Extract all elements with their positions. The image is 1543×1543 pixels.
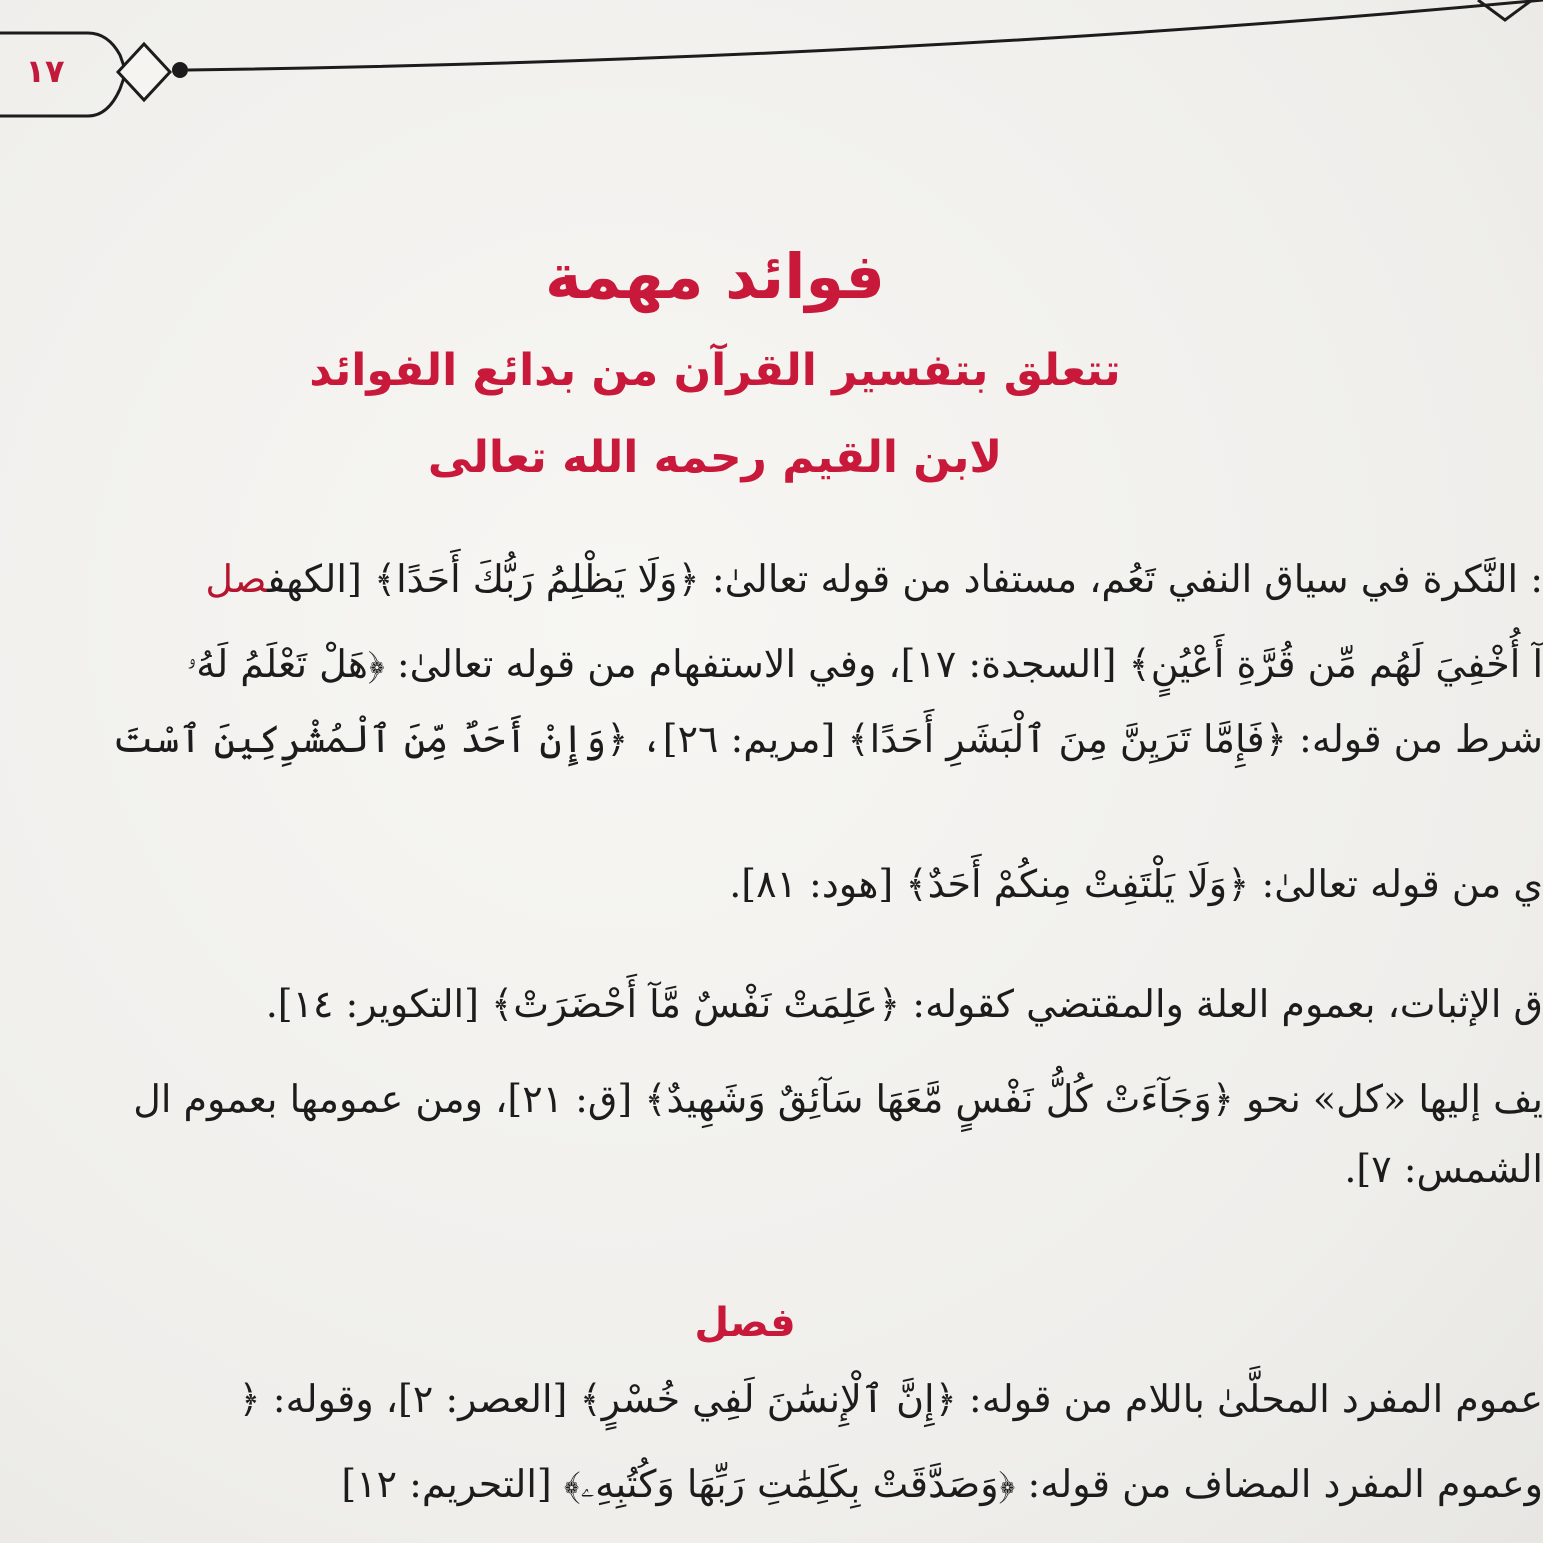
paragraph-line: يف إليها «كل» نحو ﴿وَجَآءَتْ كُلُّ نَفْسٍ مَّعَهَا سَآئِقٌ وَشَهِيدٌ﴾ [ق: ٢١]، ومن عمومها بعموم ال [133, 1077, 1543, 1121]
paragraph-line: الشمس: ٧]. [1344, 1147, 1543, 1191]
line-lead-word: صل [205, 557, 268, 601]
page-number: ١٧ [25, 52, 65, 90]
paragraph-line: شرط من قوله: ﴿فَإِمَّا تَرَيِنَّ مِنَ ٱلْبَشَرِ أَحَدًا﴾ [مريم: ٢٦]، ﴿وَإِنْ أَحَدٌ مِّنَ ٱلْمُشْرِكِينَ ٱسْتَ [112, 717, 1543, 761]
paragraph-line: وعموم المفرد المضاف من قوله: ﴿وَصَدَّقَتْ بِكَلِمَٰتِ رَبِّهَا وَكُتُبِهِۦ﴾ [التحريم: ١٢] [341, 1462, 1543, 1506]
paragraph-line [205, 557, 1543, 601]
author-line: لابن القيم رحمه الله تعالى [427, 432, 1003, 483]
paragraph-line: عموم المفرد المحلَّىٰ باللام من قوله: ﴿إِنَّ ٱلْإِنسَٰنَ لَفِي خُسْرٍ﴾ [العصر: ٢]، وقوله: ﴿ [238, 1377, 1543, 1421]
subtitle: تتعلق بتفسير القرآن من بدائع الفوائد [309, 345, 1121, 396]
section-heading: فصل [694, 1300, 796, 1346]
page-header-ornament [0, 0, 1543, 130]
paragraph-line: ي من قوله تعالىٰ: ﴿وَلَا يَلْتَفِتْ مِنكُمْ أَحَدٌ﴾ [هود: ٨١]. [729, 862, 1543, 906]
main-title: فوائد مهمة [545, 240, 885, 313]
paragraph-line: ق الإثبات، بعموم العلة والمقتضي كقوله: ﴿عَلِمَتْ نَفْسٌ مَّآ أَحْضَرَتْ﴾ [التكوير: ١٤]. [265, 982, 1543, 1026]
paragraph-line: آ أُخْفِيَ لَهُم مِّن قُرَّةِ أَعْيُنٍ﴾ [السجدة: ١٧]، وفي الاستفهام من قوله تعالىٰ: ﴿هَلْ تَعْلَمُ لَهُۥ [186, 642, 1543, 686]
line-text: : النَّكرة في سياق النفي تَعُم، مستفاد من قوله تعالىٰ: ﴿وَلَا يَظْلِمُ رَبُّكَ أَحَدًا﴾ [الكهف [267, 557, 1543, 601]
